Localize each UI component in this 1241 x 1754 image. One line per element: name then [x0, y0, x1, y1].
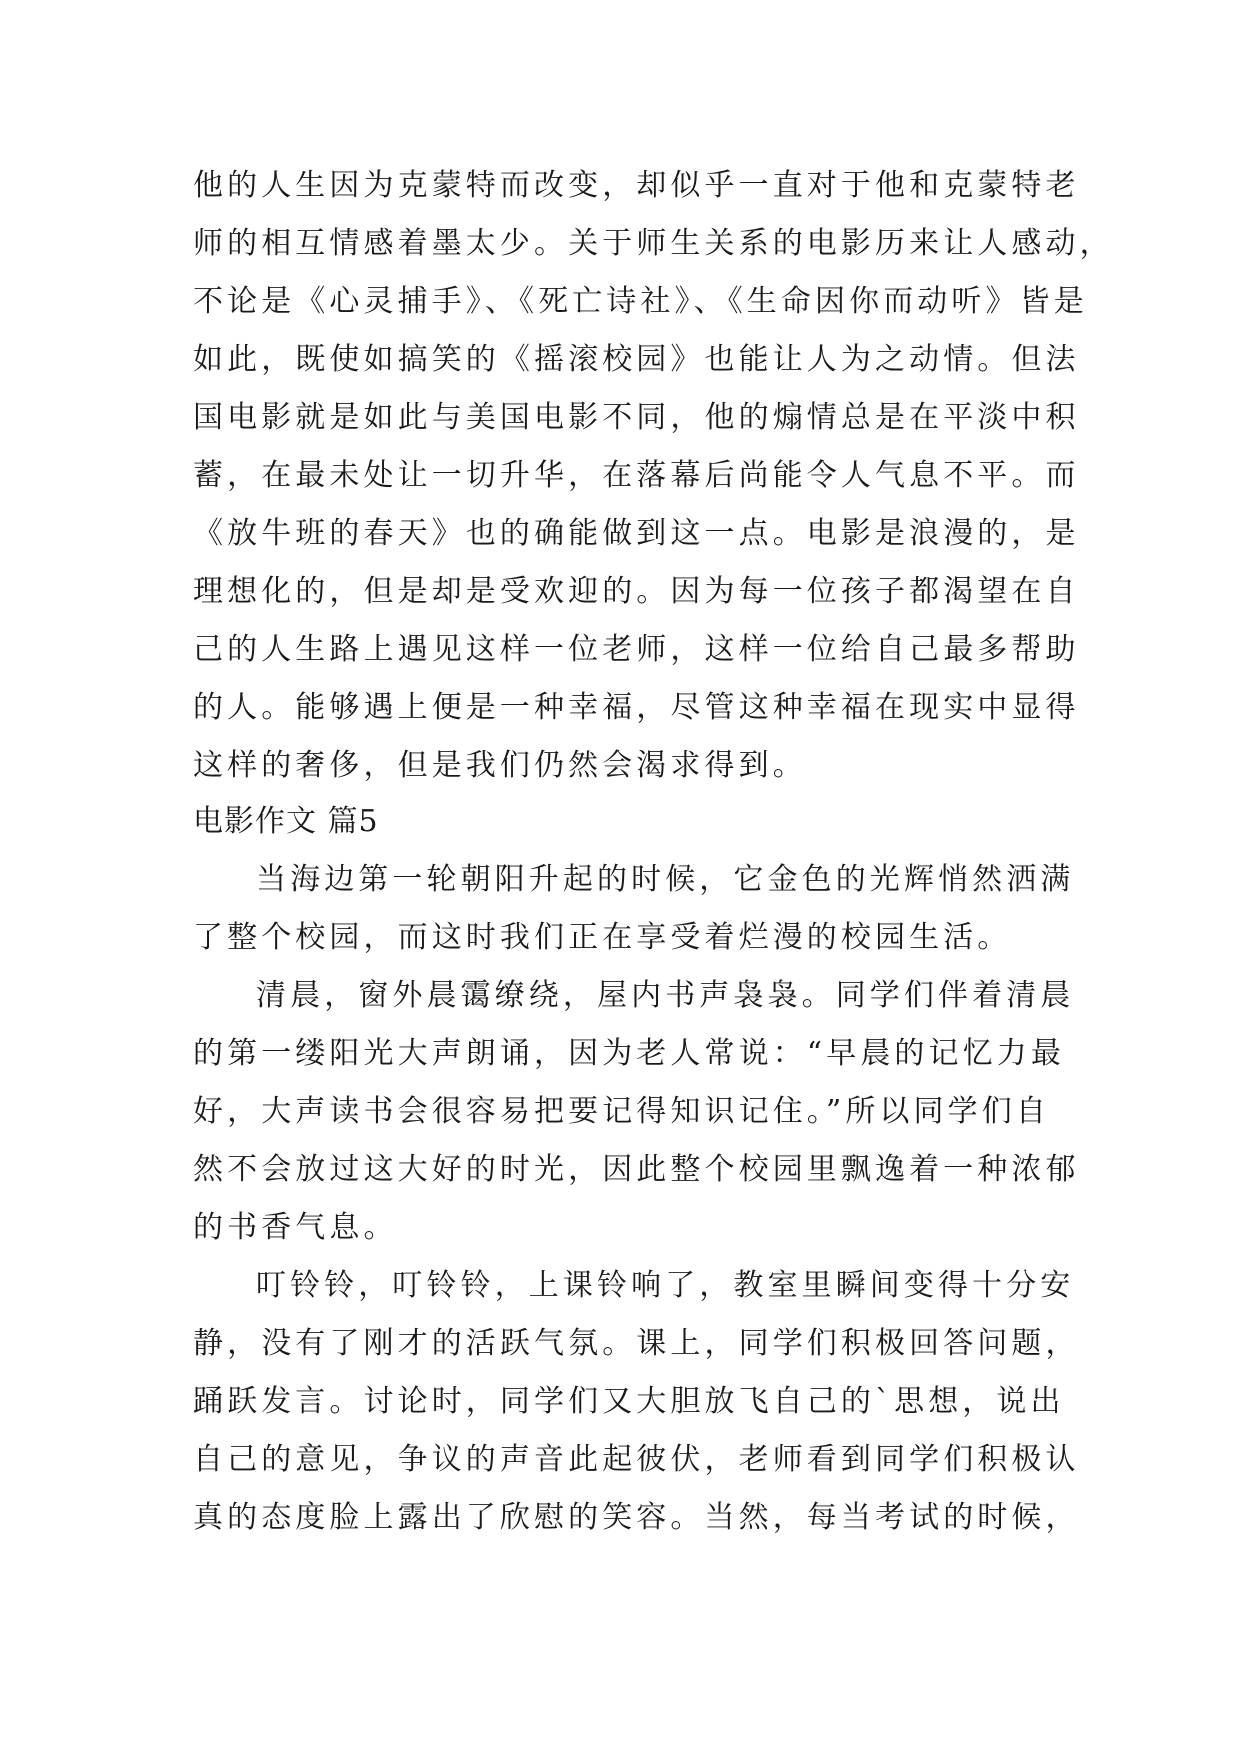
paragraph-2-line: 当海边第一轮朝阳升起的时候，它金色的光辉悄然洒满 [256, 862, 1075, 897]
section-heading: 电影作文 篇5 [193, 804, 379, 839]
paragraph-1-line: 《放牛班的春天》也的确能做到这一点。电影是浪漫的，是 [193, 516, 1080, 551]
paragraph-1-line: 不论是《心灵捕手》、《死亡诗社》、《生命因你而动听》皆是 [193, 284, 1088, 319]
paragraph-1-line: 他的人生因为克蒙特而改变，却似乎一直对于他和克蒙特老 [193, 168, 1080, 203]
paragraph-1-line: 如此，既使如搞笑的《摇滚校园》也能让人为之动情。但法 [193, 342, 1080, 377]
paragraph-3-line: 的书香气息。 [193, 1210, 398, 1245]
paragraph-2-line: 了整个校园，而这时我们正在享受着烂漫的校园生活。 [193, 920, 1012, 955]
paragraph-3-line: 的第一缕阳光大声朗诵，因为老人常说：“早晨的记忆力最 [193, 1036, 1065, 1071]
paragraph-4-line: 真的态度脸上露出了欣慰的笑容。当然，每当考试的时候， [193, 1500, 1080, 1535]
paragraph-3-line: 清晨，窗外晨霭缭绕，屋内书声袅袅。同学们伴着清晨 [256, 978, 1075, 1013]
paragraph-3-line: 然不会放过这大好的时光，因此整个校园里飘逸着一种浓郁 [193, 1152, 1080, 1187]
paragraph-4-line: 叮铃铃，叮铃铃，上课铃响了，教室里瞬间变得十分安 [256, 1268, 1075, 1303]
paragraph-1-line: 国电影就是如此与美国电影不同，他的煽情总是在平淡中积 [193, 400, 1080, 435]
paragraph-1-line: 理想化的，但是却是受欢迎的。因为每一位孩子都渴望在自 [193, 574, 1080, 609]
paragraph-1-line: 的人。能够遇上便是一种幸福，尽管这种幸福在现实中显得 [193, 690, 1080, 725]
paragraph-4-line: 踊跃发言。讨论时，同学们又大胆放飞自己的`思想，说出 [193, 1384, 1065, 1419]
paragraph-1-line: 己的人生路上遇见这样一位老师，这样一位给自己最多帮助 [193, 632, 1080, 667]
paragraph-4-line: 静，没有了刚才的活跃气氛。课上，同学们积极回答问题， [193, 1326, 1080, 1361]
paragraph-1-line: 蓄，在最未处让一切升华，在落幕后尚能令人气息不平。而 [193, 458, 1080, 493]
paragraph-3-line: 好，大声读书会很容易把要记得知识记住。”所以同学们自 [193, 1094, 1050, 1129]
paragraph-4-line: 自己的意见，争议的声音此起彼伏，老师看到同学们积极认 [193, 1442, 1080, 1477]
paragraph-1-line: 这样的奢侈，但是我们仍然会渴求得到。 [193, 748, 807, 783]
paragraph-1-line: 师的相互情感着墨太少。关于师生关系的电影历来让人感动， [193, 226, 1114, 261]
